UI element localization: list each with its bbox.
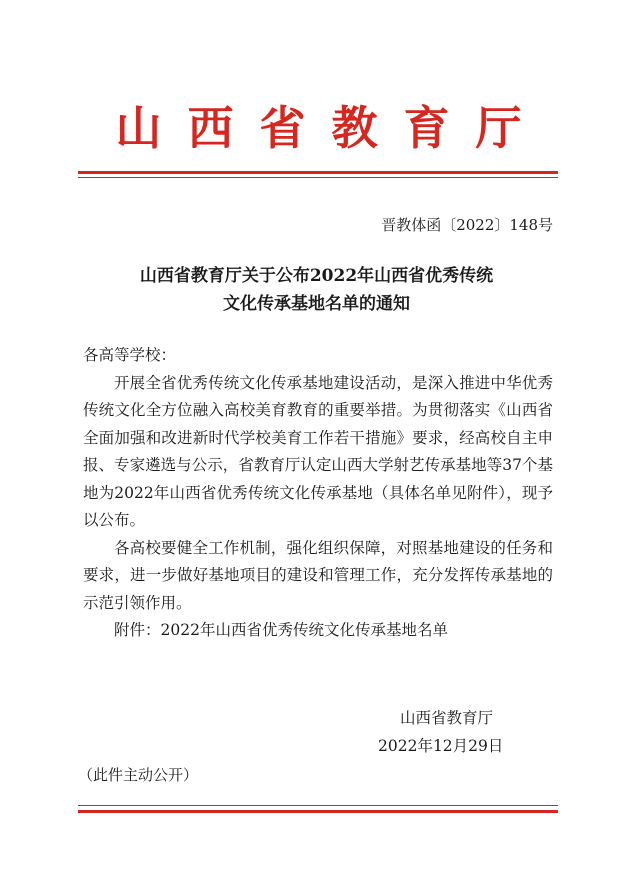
document-title-line-1: 山西省教育厅关于公布2022年山西省优秀传统 <box>139 266 494 286</box>
document-number: 晋教体函〔2022〕148号 <box>381 216 553 234</box>
salutation: 各高等学校： <box>83 346 177 364</box>
paragraph-2: 各高校要健全工作机制，强化组织保障，对照基地建设的任务和要求，进一步做好基地项目的建设和管理工作，充分发挥传承基地的示范引领作用。 <box>83 538 553 612</box>
footer-red-rule-thin <box>78 805 558 806</box>
issuer-title: 山西省教育厅 <box>115 101 548 155</box>
public-notice: （此件主动公开） <box>78 766 199 784</box>
header-red-rule-thin <box>78 177 558 178</box>
signature-date: 2022年12月29日 <box>378 737 504 755</box>
paragraph-1: 开展全省优秀传统文化传承基地建设活动，是深入推进中华优秀传统文化全方位融入高校美育教育的重要举措。为贯彻落实《山西省全面加强和改进新时代学校美育工作若干措施》要求，经高校自主申报、专家遴选与公示，省教育厅认定山西大学射艺传承基地等37个基地为2022年山西省优秀传统文化传承基地（具体名单见附件），现予以公布。 <box>83 373 553 529</box>
document-title-line-2: 文化传承基地名单的通知 <box>223 294 410 314</box>
footer-red-rule-thick <box>78 810 558 813</box>
signature-org: 山西省教育厅 <box>400 709 494 727</box>
document-body <box>83 342 553 645</box>
header-red-rule-thick <box>78 171 558 174</box>
attachment-line: 附件：2022年山西省优秀传统文化传承基地名单 <box>114 621 448 639</box>
